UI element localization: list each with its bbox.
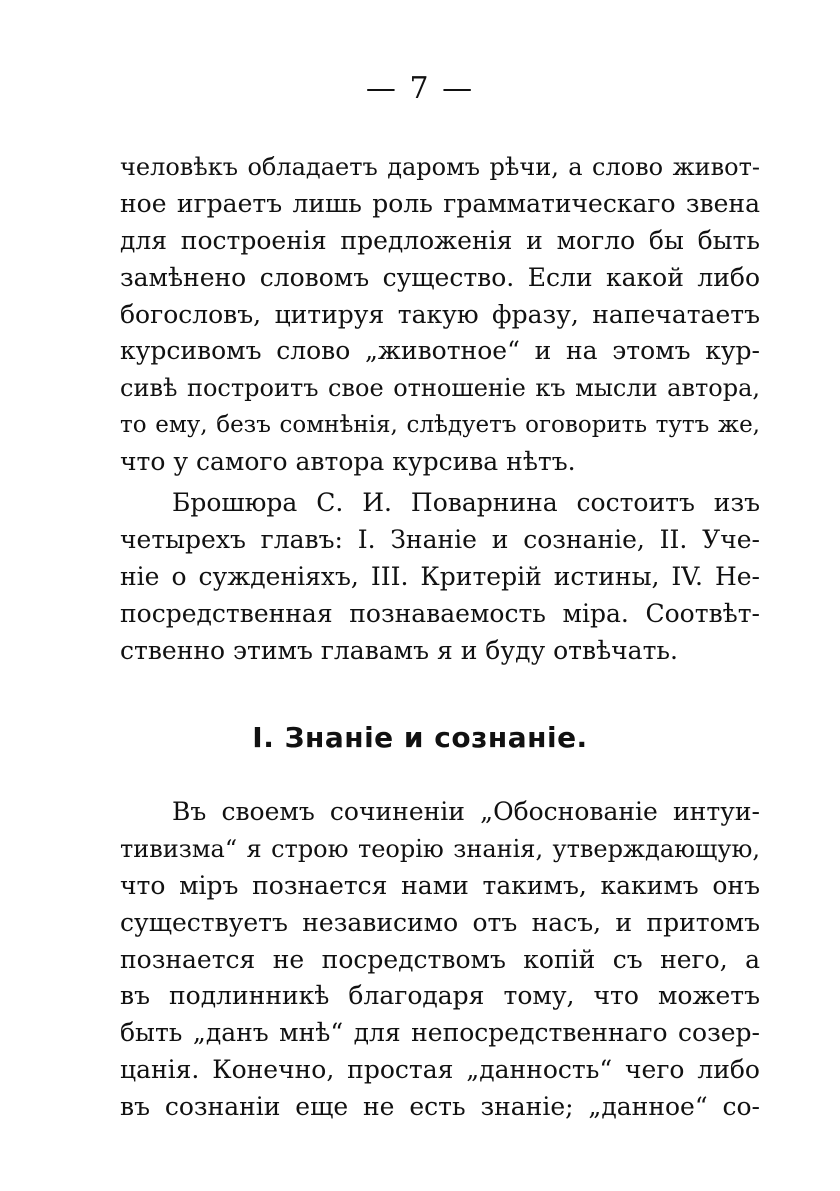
page-number: — 7 — xyxy=(365,71,475,106)
text-line: ное играетъ лишь роль грамматическаго звена xyxy=(120,188,760,218)
text-line: то ему, безъ сомнѣнія, слѣдуетъ оговорить тутъ же, xyxy=(120,412,760,439)
text-line: посредственная познаваемость міра. Соотвѣт- xyxy=(120,598,760,628)
text-line: Брошюра С. И. Поварнина состоитъ изъ xyxy=(172,488,760,517)
text-line: четырехъ главъ: I. Знаніе и сознаніе, II. Уче- xyxy=(120,524,760,554)
text-line: Въ своемъ сочиненіи „Обоснованіе интуи- xyxy=(172,797,760,826)
text-line: сивѣ построитъ свое отношеніе къ мысли автора, xyxy=(120,374,760,403)
paragraph-section-body xyxy=(120,794,760,1126)
paragraph-continuation xyxy=(120,149,760,481)
text-line: человѣкъ обладаетъ даромъ рѣчи, а слово живот- xyxy=(120,153,760,181)
text-line: быть „данъ мнѣ“ для непосредственнаго созер- xyxy=(120,1018,760,1048)
text-line: ственно этимъ главамъ я и буду отвѣчать. xyxy=(120,635,678,665)
text-line: существуетъ независимо отъ насъ, и притомъ xyxy=(120,907,760,937)
text-line: въ сознаніи еще не есть знаніе; „данное“ со- xyxy=(120,1092,760,1122)
text-line: богословъ, цитируя такую фразу, напечатаетъ xyxy=(120,299,760,329)
text-line: что міръ познается нами такимъ, какимъ онъ xyxy=(120,870,760,900)
text-line: познается не посредствомъ копій съ него, а xyxy=(120,944,760,974)
text-line: курсивомъ слово „животное“ и на этомъ кур- xyxy=(120,336,760,366)
text-line: замѣнено словомъ существо. Если какой либо xyxy=(120,262,760,292)
paragraph-brochure-outline xyxy=(120,485,760,669)
text-line: ніе о сужденіяхъ, III. Критерій истины, IV. Не- xyxy=(120,561,760,591)
section-heading: I. Знаніе и сознаніе. xyxy=(252,721,588,754)
text-line: для построенія предложенія и могло бы быть xyxy=(120,225,760,255)
text-line: въ подлинникѣ благодаря тому, что можетъ xyxy=(120,981,760,1011)
text-line: что у самого автора курсива нѣтъ. xyxy=(120,447,576,477)
text-line: тивизма“ я строю теорію знанія, утверждающую, xyxy=(120,834,760,863)
text-line: цанія. Конечно, простая „данность“ чего либо xyxy=(120,1055,760,1085)
